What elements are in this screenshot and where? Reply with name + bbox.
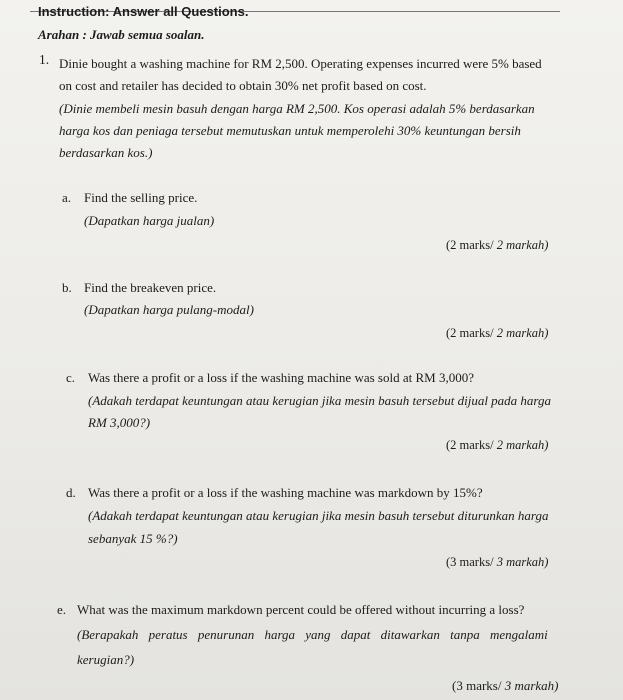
- part-a-marks: (2 marks/ 2 markah): [446, 238, 549, 252]
- part-d-marks: (3 marks/ 3 markah): [446, 555, 549, 569]
- part-e-label: e.: [57, 602, 67, 617]
- part-b-question-malay: (Dapatkan harga pulang-modal): [84, 302, 254, 317]
- part-b-marks: (2 marks/ 2 markah): [446, 326, 549, 340]
- part-e-question: What was the maximum markdown percent could be offered without incurring a loss?: [77, 602, 525, 617]
- part-e-marks: (3 marks/ 3 markah): [452, 678, 559, 693]
- part-c-marks: (2 marks/ 2 markah): [446, 438, 549, 452]
- question-line-2: on cost and retailer has decided to obtain 30% net profit based on cost.: [59, 78, 427, 93]
- question-line-1: Dinie bought a washing machine for RM 2,500. Operating expenses incurred were 5% based: [59, 56, 542, 71]
- part-d-question-malay-1: (Adakah terdapat keuntungan atau kerugian jika mesin basuh tersebut diturunkan harga: [88, 508, 549, 523]
- part-e-question-malay-1: (Berapakah peratus penurunan harga yang dapat ditawarkan tanpa mengalami: [77, 627, 548, 642]
- part-e-question-malay-2: kerugian?): [77, 652, 135, 667]
- question-malay-line-3: berdasarkan kos.): [59, 145, 153, 160]
- question-malay-line-2: harga kos dan peniaga tersebut memutuskan untuk memperolehi 30% keuntungan bersih: [59, 123, 521, 138]
- part-b-label: b.: [62, 280, 72, 295]
- question-malay-line-1: (Dinie membeli mesin basuh dengan harga RM 2,500. Kos operasi adalah 5% berdasarkan: [59, 101, 535, 116]
- instruction-heading-malay: Arahan : Jawab semua soalan.: [38, 27, 205, 42]
- part-a-question: Find the selling price.: [84, 190, 198, 205]
- part-c-question-malay-1: (Adakah terdapat keuntungan atau kerugian jika mesin basuh tersebut dijual pada harga: [88, 393, 552, 408]
- question-number: 1.: [39, 52, 50, 67]
- part-c-question: Was there a profit or a loss if the washing machine was sold at RM 3,000?: [88, 370, 474, 385]
- part-c-question-malay-2: RM 3,000?): [88, 415, 151, 430]
- part-a-question-malay: (Dapatkan harga jualan): [84, 213, 215, 228]
- part-c-label: c.: [66, 370, 76, 385]
- part-d-question-malay-2: sebanyak 15 %?): [88, 531, 178, 546]
- part-d-question: Was there a profit or a loss if the washing machine was markdown by 15%?: [88, 485, 483, 500]
- instruction-heading: Instruction: Answer all Questions.: [38, 4, 249, 19]
- part-d-label: d.: [66, 485, 76, 500]
- part-a-label: a.: [62, 190, 72, 205]
- part-b-question: Find the breakeven price.: [84, 280, 217, 295]
